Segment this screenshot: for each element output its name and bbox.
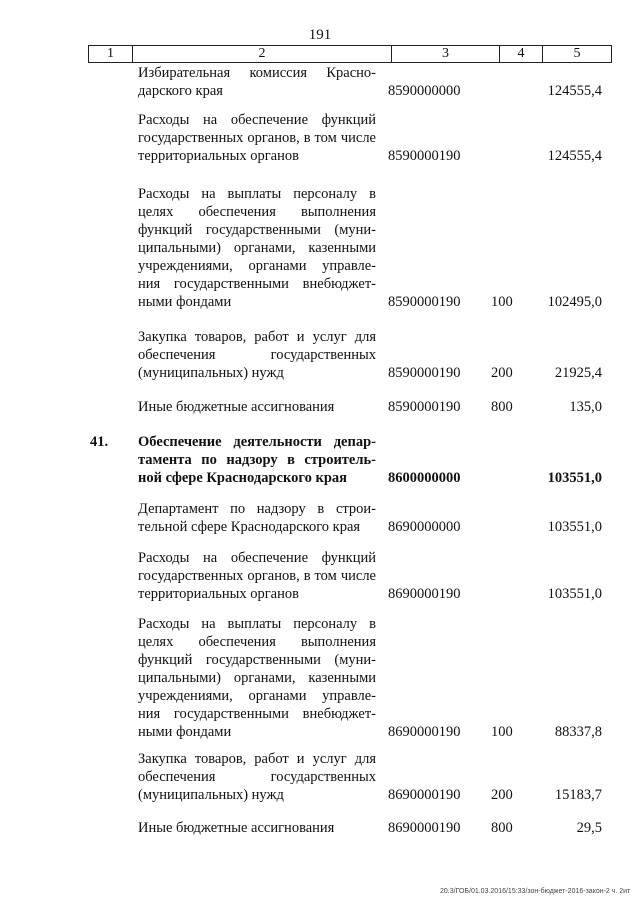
- row-name: Закупка товаров, работ и услуг для обеспечения государственных (муниципальных) нужд: [138, 751, 376, 803]
- row-name: Расходы на обеспечение функций государственных органов, в том числе территориальных органов: [138, 550, 376, 602]
- row-code: 8690000190: [388, 586, 461, 602]
- row-code: 8590000190: [388, 148, 461, 164]
- table-row: [88, 180, 612, 311]
- row-name: Расходы на выплаты персоналу в целях обеспечения выполнения функций государственными (муни- ципальными) органами, казенными учреждениями, органами управле- ния государственными внебюджет- ными фондами: [138, 616, 376, 740]
- row-amount: 21925,4: [554, 365, 602, 381]
- table-row: [88, 612, 612, 741]
- row-name: Департамент по надзору в строи- тельной сфере Краснодарского края: [138, 501, 376, 535]
- row-amount: 135,0: [569, 399, 602, 415]
- row-code: 8690000000: [388, 519, 461, 535]
- table-row: [88, 548, 612, 603]
- row-vr: 200: [491, 365, 513, 381]
- section-name: Обеспечение деятельности депар- тамента по надзору в строитель- ной сфере Краснодарского края: [138, 434, 376, 486]
- page-number: 191: [308, 27, 332, 43]
- row-code: 8690000190: [388, 820, 461, 836]
- table-row: [88, 498, 612, 536]
- row-code: 8690000190: [388, 724, 461, 740]
- row-amount: 102495,0: [547, 294, 602, 310]
- row-vr: 800: [491, 820, 513, 836]
- row-vr: 200: [491, 787, 513, 803]
- table-row: [88, 815, 612, 837]
- table-row: [88, 110, 612, 165]
- row-amount: 15183,7: [554, 787, 602, 803]
- section-row: [88, 431, 612, 487]
- row-amount: 88337,8: [554, 724, 602, 740]
- table-row: [88, 60, 612, 100]
- row-code: 8590000190: [388, 365, 461, 381]
- row-amount: 103551,0: [547, 519, 602, 535]
- header-col-3: 3: [392, 46, 500, 62]
- row-vr: 100: [491, 294, 513, 310]
- row-amount: 124555,4: [547, 83, 602, 99]
- row-name: Расходы на выплаты персоналу в целях обеспечения выполнения функций государственными (муни- ципальными) органами, казенными учреждениями, органами управле- ния государственными внебюджет- ными фондами: [138, 186, 376, 310]
- header-col-1: 1: [89, 46, 133, 62]
- table-row: [88, 748, 612, 804]
- header-col-4: 4: [500, 46, 543, 62]
- section-number: 41.: [90, 434, 109, 450]
- row-code: 8590000000: [388, 83, 461, 99]
- header-col-2: 2: [133, 46, 392, 62]
- row-code: 8590000190: [388, 294, 461, 310]
- table-row: [88, 325, 612, 382]
- row-code: 8590000190: [388, 399, 461, 415]
- row-name: Расходы на обеспечение функций государственных органов, в том числе территориальных органов: [138, 112, 376, 164]
- row-amount: 124555,4: [547, 148, 602, 164]
- row-name: Избирательная комиссия Красно- дарского края: [138, 65, 376, 99]
- section-amount: 103551,0: [547, 470, 602, 486]
- row-code: 8690000190: [388, 787, 461, 803]
- row-name: Иные бюджетные ассигнования: [138, 820, 335, 836]
- header-col-5: 5: [573, 46, 581, 61]
- table-row: [88, 396, 612, 416]
- row-name: Закупка товаров, работ и услуг для обеспечения государственных (муниципальных) нужд: [138, 329, 376, 381]
- row-name: Иные бюджетные ассигнования: [138, 399, 335, 415]
- row-vr: 800: [491, 399, 513, 415]
- section-code: 8600000000: [388, 470, 461, 486]
- row-amount: 29,5: [576, 820, 602, 836]
- document-footer: 20.3/ГОБ/01.03.2016/15:33/зон-бюджет-2016-закон-2 ч. 2ит: [440, 888, 631, 895]
- row-amount: 103551,0: [547, 586, 602, 602]
- row-vr: 100: [491, 724, 513, 740]
